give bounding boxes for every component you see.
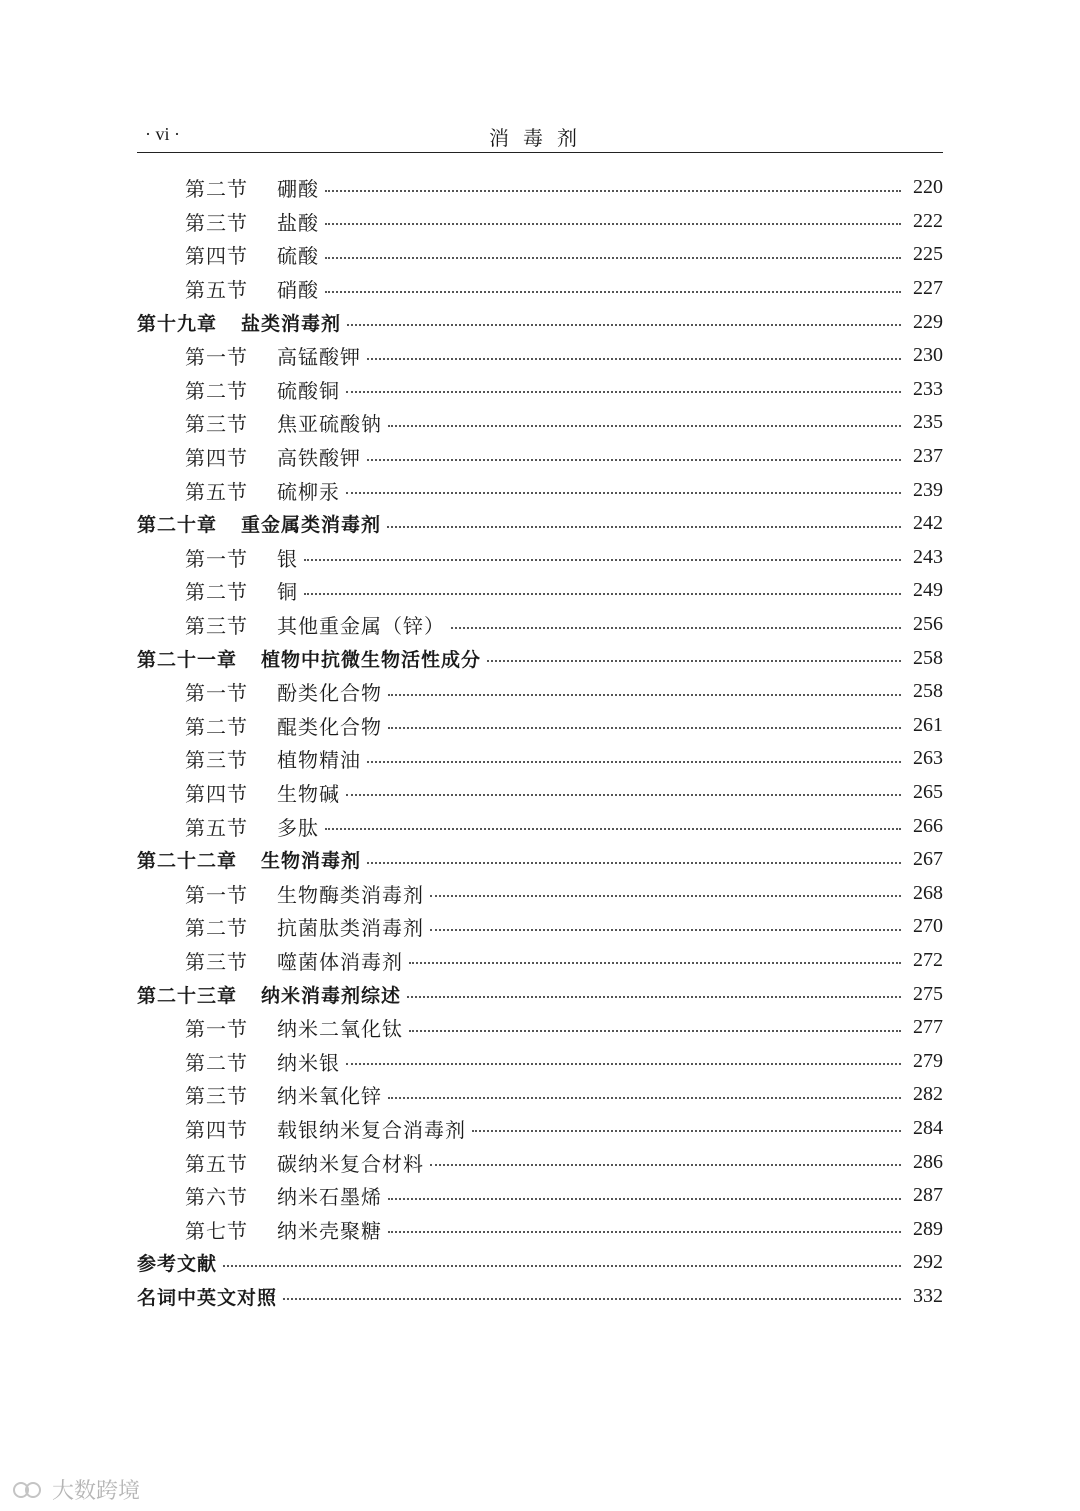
toc-entry-title: 盐酸 — [277, 210, 319, 235]
toc-entry-number: 第三节 — [185, 412, 248, 437]
toc-section-row — [137, 675, 943, 709]
toc-entry-title: 纳米氧化锌 — [277, 1084, 382, 1109]
toc-page-number: 289 — [913, 1217, 943, 1240]
toc-entry-title: 铜 — [277, 580, 298, 605]
dot-leader — [407, 996, 901, 998]
toc-page-number: 233 — [913, 377, 943, 400]
dot-leader — [346, 391, 901, 393]
toc-section-row — [137, 776, 943, 810]
toc-entry-title: 高锰酸钾 — [277, 345, 361, 370]
toc-page-number: 268 — [913, 881, 943, 904]
watermark — [12, 1474, 140, 1505]
toc-entry-title: 硫酸铜 — [277, 378, 340, 403]
page-header — [137, 118, 943, 153]
toc-entry-number: 第六节 — [185, 1185, 248, 1210]
toc-section-row — [137, 272, 943, 306]
toc-entry-number: 第一节 — [185, 345, 248, 370]
toc-entry-number: 第七节 — [185, 1218, 248, 1243]
toc-chapter-row — [137, 305, 943, 339]
toc-entry-title: 银 — [277, 546, 298, 571]
book-title: 消毒剂 — [489, 126, 591, 150]
toc-page-number: 239 — [913, 478, 943, 501]
toc-entry-title: 生物碱 — [277, 781, 340, 806]
toc-entry-title: 纳米壳聚糖 — [277, 1218, 382, 1243]
toc-page-number: 256 — [913, 613, 943, 636]
toc-page-number: 242 — [913, 512, 943, 535]
toc-section-row — [137, 1112, 943, 1146]
toc-entry-title: 纳米石墨烯 — [277, 1185, 382, 1210]
dot-leader — [487, 660, 901, 662]
toc-page-number: 267 — [913, 848, 943, 871]
toc-entry-title: 生物酶类消毒剂 — [277, 882, 424, 907]
toc-entry-number: 第二节 — [185, 580, 248, 605]
toc-section-row — [137, 1011, 943, 1045]
toc-page-number: 258 — [913, 646, 943, 669]
toc-page-number: 230 — [913, 344, 943, 367]
toc-entry-number: 第二十二章 — [137, 850, 238, 873]
toc-entry-title: 其他重金属（锌） — [277, 614, 445, 639]
toc-section-row — [137, 709, 943, 743]
toc-entry-number: 第四节 — [185, 446, 248, 471]
toc-entry-number: 第二节 — [185, 916, 248, 941]
toc-section-row — [137, 1044, 943, 1078]
toc-section-row — [137, 910, 943, 944]
toc-page-number: 225 — [913, 243, 943, 266]
toc-entry-title: 醌类化合物 — [277, 714, 382, 739]
dot-leader — [409, 1030, 901, 1032]
dot-leader — [387, 526, 901, 528]
toc-page-number: 235 — [913, 411, 943, 434]
watermark-logo-icon — [12, 1478, 48, 1502]
toc-section-row — [137, 373, 943, 407]
toc-section-row — [137, 473, 943, 507]
toc-page-number: 277 — [913, 1016, 943, 1039]
toc-entry-number: 第一节 — [185, 882, 248, 907]
table-of-contents — [137, 171, 943, 1313]
toc-page-number: 279 — [913, 1049, 943, 1072]
toc-entry-number: 第四节 — [185, 1117, 248, 1142]
toc-chapter-row — [137, 843, 943, 877]
toc-page-number: 220 — [913, 176, 943, 199]
toc-page-number: 237 — [913, 445, 943, 468]
dot-leader — [451, 627, 901, 629]
toc-section-row — [137, 944, 943, 978]
toc-entry-number: 第一节 — [185, 546, 248, 571]
toc-page-number: 282 — [913, 1083, 943, 1106]
toc-entry-title: 名词中英文对照 — [137, 1286, 278, 1309]
dot-leader — [388, 727, 901, 729]
toc-entry-number: 第三节 — [185, 949, 248, 974]
toc-chapter-row — [137, 1246, 943, 1280]
watermark-text: 大数跨境 — [52, 1479, 141, 1504]
toc-section-row — [137, 809, 943, 843]
toc-entry-title: 多肽 — [277, 815, 319, 840]
toc-entry-title: 高铁酸钾 — [277, 446, 361, 471]
toc-entry-number: 第四节 — [185, 244, 248, 269]
toc-entry-title: 生物消毒剂 — [261, 850, 362, 873]
dot-leader — [325, 291, 901, 293]
toc-page-number: 272 — [913, 948, 943, 971]
toc-entry-number: 第二十章 — [137, 514, 218, 537]
toc-section-row — [137, 339, 943, 373]
toc-entry-title: 参考文献 — [137, 1253, 218, 1276]
toc-page-number: 258 — [913, 680, 943, 703]
dot-leader — [409, 962, 901, 964]
dot-leader — [223, 1265, 901, 1267]
toc-entry-number: 第二节 — [185, 714, 248, 739]
toc-entry-number: 第五节 — [185, 479, 248, 504]
toc-page-number: 222 — [913, 209, 943, 232]
toc-page-number: 275 — [913, 982, 943, 1005]
dot-leader — [367, 761, 901, 763]
toc-chapter-row — [137, 641, 943, 675]
toc-entry-number: 第三节 — [185, 614, 248, 639]
toc-chapter-row — [137, 977, 943, 1011]
toc-entry-number: 第五节 — [185, 815, 248, 840]
dot-leader — [388, 694, 901, 696]
dot-leader — [367, 358, 901, 360]
toc-entry-number: 第三节 — [185, 1084, 248, 1109]
toc-section-row — [137, 1078, 943, 1112]
toc-entry-title: 碳纳米复合材料 — [277, 1151, 424, 1176]
toc-entry-number: 第十九章 — [137, 312, 218, 335]
toc-section-row — [137, 406, 943, 440]
dot-leader — [304, 559, 901, 561]
toc-entry-number: 第三节 — [185, 748, 248, 773]
toc-section-row — [137, 1212, 943, 1246]
toc-entry-title: 纳米消毒剂综述 — [261, 984, 402, 1007]
dot-leader — [325, 223, 901, 225]
dot-leader — [430, 895, 901, 897]
toc-chapter-row — [137, 1280, 943, 1314]
toc-section-row — [137, 574, 943, 608]
dot-leader — [347, 324, 901, 326]
dot-leader — [283, 1298, 901, 1300]
toc-page-number: 229 — [913, 310, 943, 333]
toc-section-row — [137, 742, 943, 776]
toc-entry-title: 载银纳米复合消毒剂 — [277, 1117, 466, 1142]
dot-leader — [325, 190, 901, 192]
dot-leader — [325, 257, 901, 259]
toc-section-row — [137, 238, 943, 272]
toc-section-row — [137, 1145, 943, 1179]
dot-leader — [472, 1130, 901, 1132]
dot-leader — [367, 862, 901, 864]
toc-entry-number: 第二节 — [185, 378, 248, 403]
toc-entry-number: 第五节 — [185, 1151, 248, 1176]
toc-entry-number: 第二十一章 — [137, 648, 238, 671]
dot-leader — [367, 459, 901, 461]
toc-entry-title: 硫酸 — [277, 244, 319, 269]
dot-leader — [388, 425, 901, 427]
toc-page-number: 227 — [913, 277, 943, 300]
toc-entry-title: 酚类化合物 — [277, 681, 382, 706]
dot-leader — [304, 593, 901, 595]
toc-entry-number: 第二十三章 — [137, 984, 238, 1007]
toc-page-number: 292 — [913, 1251, 943, 1274]
toc-entry-title: 盐类消毒剂 — [241, 312, 342, 335]
toc-entry-number: 第四节 — [185, 781, 248, 806]
dot-leader — [346, 1063, 901, 1065]
toc-page-number: 284 — [913, 1116, 943, 1139]
toc-entry-number: 第五节 — [185, 278, 248, 303]
toc-page-number: 263 — [913, 747, 943, 770]
toc-entry-title: 噬菌体消毒剂 — [277, 949, 403, 974]
dot-leader — [346, 492, 901, 494]
toc-entry-title: 重金属类消毒剂 — [241, 514, 382, 537]
toc-page-number: 286 — [913, 1150, 943, 1173]
toc-page-number: 287 — [913, 1184, 943, 1207]
toc-entry-number: 第二节 — [185, 177, 248, 202]
toc-section-row — [137, 876, 943, 910]
toc-page-number: 270 — [913, 915, 943, 938]
toc-page-number: 266 — [913, 814, 943, 837]
toc-entry-number: 第一节 — [185, 681, 248, 706]
dot-leader — [388, 1198, 901, 1200]
toc-entry-title: 硫柳汞 — [277, 479, 340, 504]
toc-entry-title: 焦亚硫酸钠 — [277, 412, 382, 437]
toc-entry-number: 第一节 — [185, 1017, 248, 1042]
dot-leader — [346, 794, 901, 796]
toc-entry-title: 硼酸 — [277, 177, 319, 202]
toc-entry-title: 植物中抗微生物活性成分 — [261, 648, 482, 671]
toc-entry-number: 第三节 — [185, 210, 248, 235]
toc-page-number: 265 — [913, 780, 943, 803]
dot-leader — [325, 828, 901, 830]
toc-entry-title: 植物精油 — [277, 748, 361, 773]
toc-section-row — [137, 1179, 943, 1213]
toc-chapter-row — [137, 507, 943, 541]
toc-section-row — [137, 608, 943, 642]
toc-entry-title: 纳米二氧化钛 — [277, 1017, 403, 1042]
toc-page-number: 243 — [913, 545, 943, 568]
toc-page-number: 249 — [913, 579, 943, 602]
toc-section-row — [137, 171, 943, 205]
toc-section-row — [137, 440, 943, 474]
page-number: · vi · — [145, 124, 180, 144]
toc-section-row — [137, 205, 943, 239]
toc-page-number: 332 — [913, 1284, 943, 1307]
dot-leader — [388, 1231, 901, 1233]
toc-entry-title: 硝酸 — [277, 278, 319, 303]
dot-leader — [430, 1164, 901, 1166]
dot-leader — [388, 1097, 901, 1099]
toc-entry-title: 纳米银 — [277, 1050, 340, 1075]
toc-section-row — [137, 541, 943, 575]
toc-page-number: 261 — [913, 713, 943, 736]
dot-leader — [430, 929, 901, 931]
toc-entry-title: 抗菌肽类消毒剂 — [277, 916, 424, 941]
toc-entry-number: 第二节 — [185, 1050, 248, 1075]
